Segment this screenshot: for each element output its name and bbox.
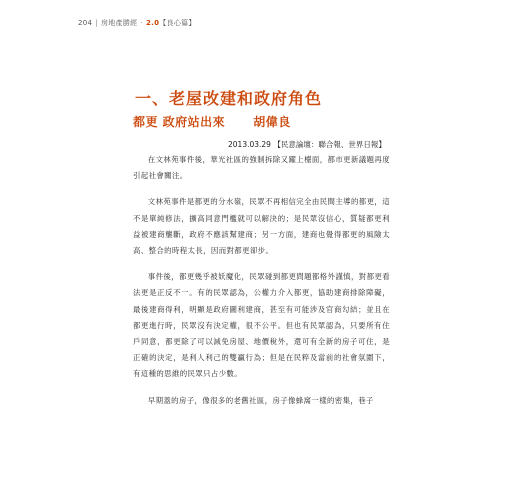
article-author: 胡偉良 bbox=[253, 115, 291, 129]
article-body bbox=[133, 152, 390, 419]
book-edition: 2.0 bbox=[145, 19, 160, 27]
book-title: 房地產勝經 bbox=[100, 19, 138, 27]
paragraph-4: 早期蓋的房子，像很多的老舊社區，房子像蜂窩一樣的密集，巷子 bbox=[147, 395, 374, 405]
paragraph-3: 事件後，都更幾乎被妖魔化，民眾碰到都更問題都格外謹慎，對都更看法更是正反不一。有的民眾認為，公權力介入都更，協助建商排除障礙，最後建商得利，明顯是政府圖利建商，甚至有可能涉及官商勾結；並且在都更進行時，民眾沒有決定權，很不公平。但也有民眾認為，只要所有住戶同意，都更除了可以減免房屋、地價稅外，還可有全新的房子可住，是正確的決定，是利人利己的雙贏行為；但是在民粹及當前的社會氛圍下，有這種的思維的民眾只占少數。 bbox=[133, 272, 390, 379]
paragraph-2: 文林苑事件是都更的分水嶺，民眾不再相信完全由民間主導的都更，這不是單純修法，擴高同意門檻就可以解決的；是民眾沒信心，質疑都更利益被建商壟斷，政府不應該幫建商；另一方面，建商也覺得都更的風險太高、整合的時程太長，因而對都更卻步。 bbox=[133, 197, 390, 256]
article-headline: 都更 政府站出來 bbox=[133, 115, 226, 129]
article-heading bbox=[133, 113, 291, 130]
running-header bbox=[78, 18, 196, 28]
paragraph-1: 在文林苑事件後，華光社區的強制拆除又躍上檯面，都市更新議題再度引起社會關注。 bbox=[133, 155, 390, 181]
page-number: 204 bbox=[78, 19, 93, 27]
article-dateline: 2013.03.29 【民意論壇：聯合報、世界日報】 bbox=[228, 140, 386, 149]
book-section: 【良心篇】 bbox=[159, 19, 196, 27]
chapter-title: 一、老屋改建和政府角色 bbox=[135, 89, 323, 108]
header-divider: | bbox=[95, 19, 98, 27]
header-dot: · bbox=[140, 19, 143, 27]
